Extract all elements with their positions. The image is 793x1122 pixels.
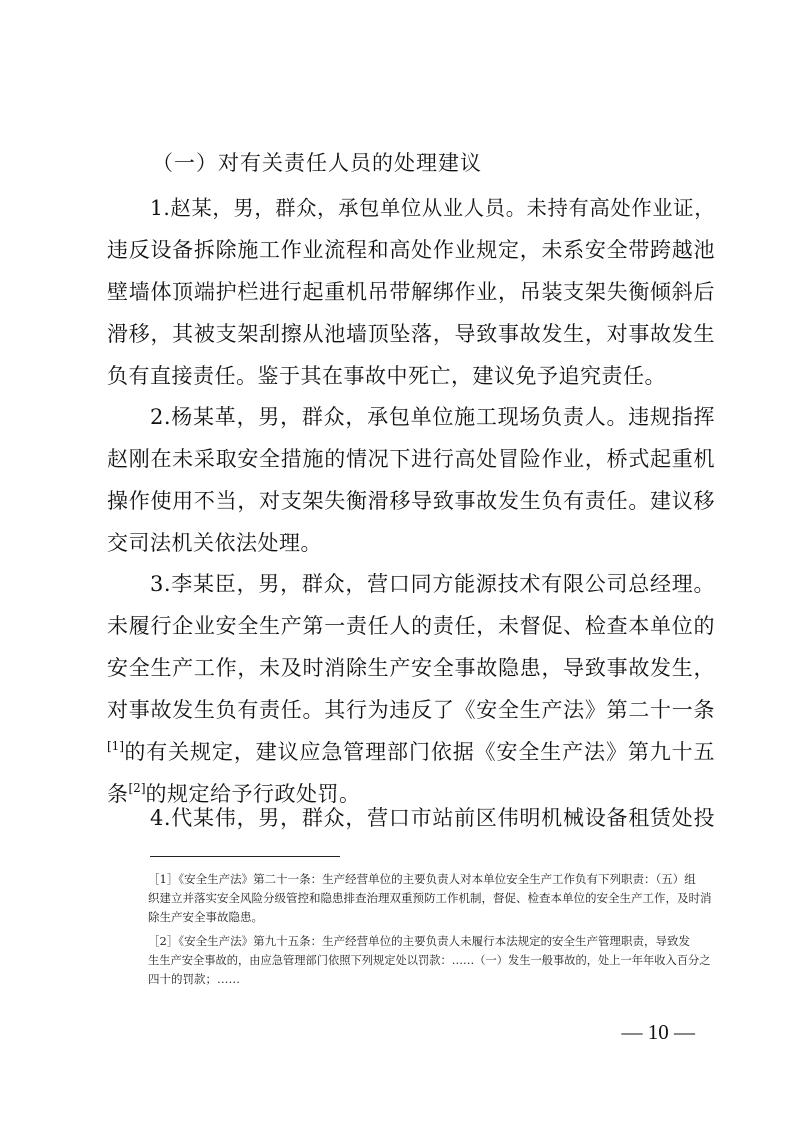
paragraph-line: 操作使用不当，对支架失衡滑移导致事故发生负有责任。建议移 (107, 489, 715, 513)
footnote-1 (148, 870, 714, 927)
paragraph-line: 壁墙体顶端护栏进行起重机吊带解绑作业，吊装支架失衡倾斜后 (107, 280, 715, 304)
footnote-ref-1[interactable]: [1] (107, 739, 124, 753)
paragraph-line-text: 的规定给予行政处罚。 (145, 782, 361, 806)
paragraph-line-text: 的有关规定，建议应急管理部门依据《安全生产法》第九十五 (124, 740, 715, 764)
paragraph-line: 违反设备拆除施工作业流程和高处作业规定，未系安全带跨越池 (107, 238, 715, 262)
paragraph-line: 1.赵某，男，群众，承包单位从业人员。未持有高处作业证， (150, 196, 715, 220)
paragraph-line: 赵刚在未采取安全措施的情况下进行高处冒险作业，桥式起重机 (107, 447, 715, 471)
footnote-line: 织建立并落实安全风险分级管控和隐患排查治理双重预防工作机制，督促、检查本单位的安全生产工作，及时消 (148, 891, 712, 905)
footnote-line: 生生产安全事故的，由应急管理部门依照下列规定处以罚款：……（一）发生一般事故的，处上一年年收入百分之 (148, 954, 711, 967)
footnote-line: 除生产安全事故隐患。 (148, 910, 263, 924)
paragraph-line: 3.李某臣，男，群众，营口同方能源技术有限公司总经理。 (150, 572, 715, 596)
footnote-ref-2[interactable]: [2] (128, 781, 146, 795)
paragraph-line: 安全生产工作，未及时消除生产安全事故隐患，导致事故发生， (107, 656, 715, 680)
page-number: — 10 — (621, 1020, 695, 1044)
paragraph-2 (107, 396, 715, 564)
paragraph-line: 滑移，其被支架刮擦从池墙顶坠落，导致事故发生，对事故发生 (107, 322, 715, 346)
paragraph-line: 负有直接责任。鉴于其在事故中死亡，建议免予追究责任。 (107, 364, 666, 388)
paragraph-line: 对事故发生负有责任。其行为违反了《安全生产法》第二十一条 (107, 698, 715, 722)
footnote-line: ［2］《安全生产法》第九十五条：生产经营单位的主要负责人未履行本法规定的安全生产管理职责，导致发 (148, 934, 691, 948)
paragraph-line-text: 条 (107, 782, 129, 806)
paragraph-4 (107, 797, 715, 839)
paragraph-3 (107, 563, 715, 815)
footnote-2 (148, 932, 714, 989)
paragraph-line (107, 731, 715, 773)
paragraph-line: 2.杨某革，男，群众，承包单位施工现场负责人。违规指挥 (150, 405, 715, 429)
section-heading: （一）对有关责任人员的处理建议 (152, 151, 482, 175)
paragraph-line: 交司法机关依法处理。 (107, 531, 322, 555)
footnote-line: ［1］《安全生产法》第二十一条：生产经营单位的主要负责人对本单位安全生产工作负有下列职责：（五）组 (148, 872, 696, 886)
paragraph-1 (107, 187, 715, 397)
paragraph-line: 4.代某伟，男，群众，营口市站前区伟明机械设备租赁处投 (150, 806, 715, 830)
paragraph-line: 未履行企业安全生产第一责任人的责任，未督促、检查本单位的 (107, 614, 715, 638)
footnote-divider (150, 856, 340, 857)
footnote-line: 四十的罚款；…… (148, 972, 240, 986)
